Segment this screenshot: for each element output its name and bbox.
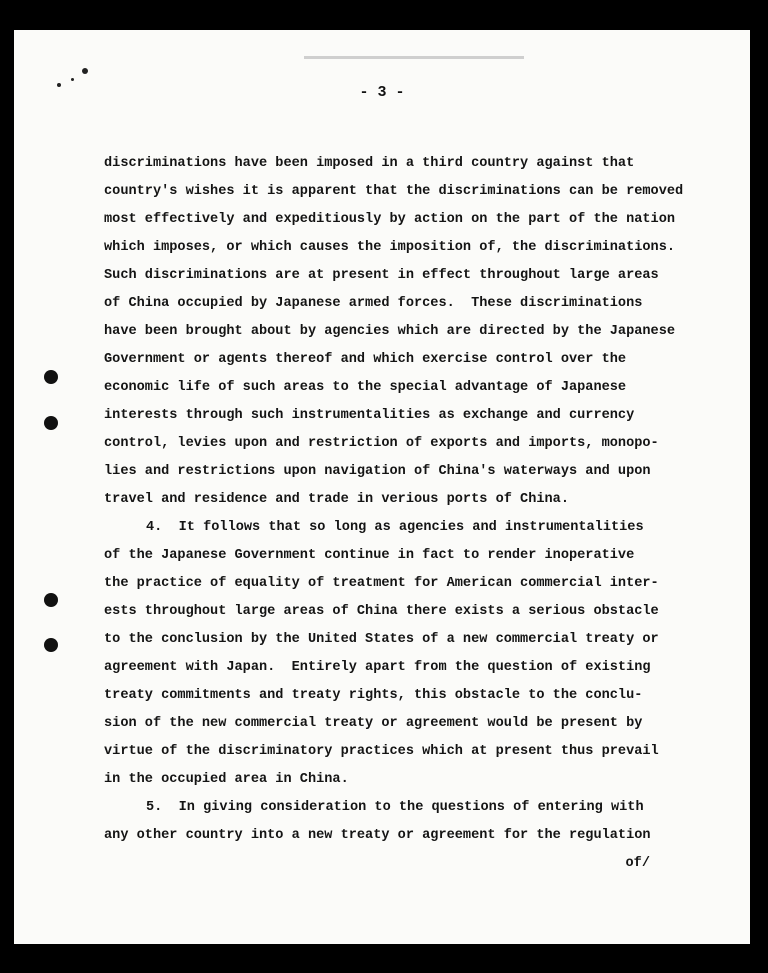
text-line: the practice of equality of treatment for American commercial inter- (104, 576, 659, 591)
scan-edge-mark (304, 56, 524, 59)
text-line: discriminations have been imposed in a third country against that (104, 156, 635, 171)
text-line: economic life of such areas to the special advantage of Japanese (104, 380, 627, 395)
text-line: travel and residence and trade in verious ports of China. (104, 492, 569, 507)
paragraph-start-line: 5. In giving consideration to the questions of entering with (146, 800, 644, 815)
text-line: have been brought about by agencies which are directed by the Japanese (104, 324, 676, 339)
punch-hole (44, 638, 58, 652)
text-line: Such discriminations are at present in effect throughout large areas (104, 268, 659, 283)
document-page (14, 30, 750, 944)
text-line: sion of the new commercial treaty or agreement would be present by (104, 716, 643, 731)
text-line: to the conclusion by the United States of a new commercial treaty or (104, 632, 659, 647)
punch-hole (44, 370, 58, 384)
text-line: control, levies upon and restriction of exports and imports, monopo- (104, 436, 659, 451)
body-text (104, 150, 714, 878)
text-line: most effectively and expeditiously by action on the part of the nation (104, 212, 676, 227)
text-line: which imposes, or which causes the imposition of, the discriminations. (104, 240, 676, 255)
scan-speck (82, 68, 88, 74)
punch-hole (44, 593, 58, 607)
text-line: agreement with Japan. Entirely apart from the question of existing (104, 660, 651, 675)
text-line: ests throughout large areas of China there exists a serious obstacle (104, 604, 659, 619)
text-line: of China occupied by Japanese armed forces. These discriminations (104, 296, 643, 311)
text-line: any other country into a new treaty or agreement for the regulation (104, 828, 651, 843)
page-number: - 3 - (359, 84, 405, 101)
text-line: treaty commitments and treaty rights, this obstacle to the conclu- (104, 688, 643, 703)
punch-hole (44, 416, 58, 430)
text-line: of the Japanese Government continue in fact to render inoperative (104, 548, 635, 563)
text-line: lies and restrictions upon navigation of China's waterways and upon (104, 464, 651, 479)
text-line: virtue of the discriminatory practices which at present thus prevail (104, 744, 659, 759)
text-line: in the occupied area in China. (104, 772, 349, 787)
text-line: interests through such instrumentalities as exchange and currency (104, 408, 635, 423)
text-line: country's wishes it is apparent that the discriminations can be removed (104, 184, 684, 199)
text-line: Government or agents thereof and which exercise control over the (104, 352, 627, 367)
continuation-catchword: of/ (625, 856, 650, 871)
scan-speck (71, 78, 74, 81)
paragraph-start-line: 4. It follows that so long as agencies and instrumentalities (146, 520, 644, 535)
